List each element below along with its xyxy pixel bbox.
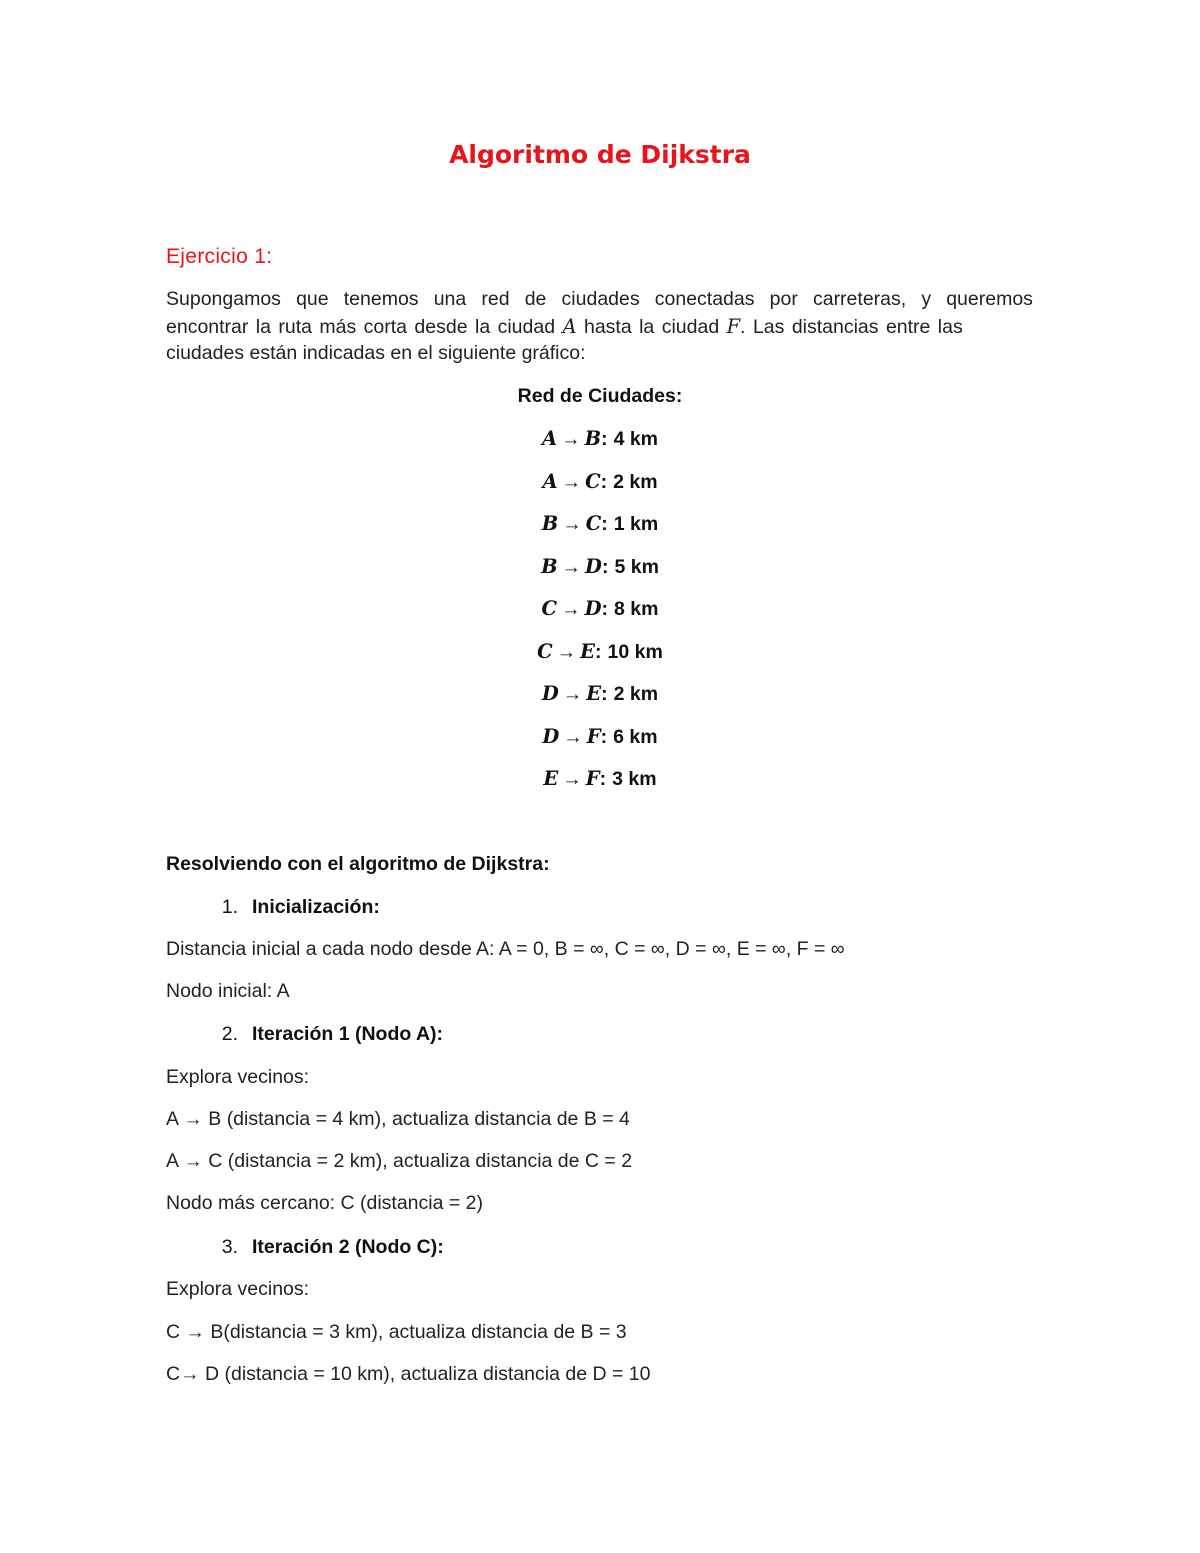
edge-distance: 3 km — [612, 768, 657, 790]
edge-from: D — [542, 724, 560, 748]
edge-separator: : — [601, 683, 608, 705]
edge-item — [0, 512, 1200, 536]
intro-text: hasta la ciudad — [583, 316, 720, 338]
edge-to: E — [586, 682, 602, 705]
intro-line-1 — [166, 288, 1033, 311]
edge-to: D — [584, 597, 602, 620]
intro-word: Supongamos — [166, 288, 281, 310]
step-number: 3. — [221, 1236, 238, 1258]
edge-separator: : — [601, 513, 608, 535]
edge-separator: : — [601, 598, 608, 620]
edge-item — [0, 640, 1200, 664]
intro-word: ciudades — [561, 288, 640, 310]
intro-word: una — [433, 288, 467, 310]
intro-word: y — [921, 288, 932, 310]
edge-separator: : — [600, 725, 608, 748]
edge-item — [0, 597, 1200, 621]
edge-from: A — [542, 469, 558, 493]
intro-word: tenemos — [343, 288, 419, 310]
edge-distance: 2 km — [613, 470, 658, 493]
edge-to: F — [585, 767, 600, 790]
edge-distance: 10 km — [607, 640, 663, 663]
edge-item — [0, 555, 1200, 579]
edge-separator: : — [601, 428, 608, 450]
edge-to: E — [580, 639, 596, 663]
intro-line-2 — [166, 315, 1033, 339]
intro-word: conectadas — [654, 288, 755, 310]
intro-word: de — [524, 288, 547, 310]
exercise-heading: Ejercicio 1: — [166, 245, 273, 268]
edge-separator: : — [599, 768, 607, 790]
arrow-icon: → — [563, 725, 583, 748]
network-heading: Red de Ciudades: — [517, 385, 683, 407]
intro-word: carreteras, — [812, 288, 907, 310]
edge-distance: 1 km — [613, 513, 659, 535]
edge-from: C — [537, 639, 553, 663]
edge-item — [0, 767, 1200, 791]
edge-to: B — [584, 427, 602, 450]
edge-separator: : — [595, 640, 602, 663]
edge-to: C — [585, 512, 602, 535]
edge-from: B — [541, 554, 558, 578]
edge-item — [0, 682, 1200, 706]
edge-from: C — [541, 597, 558, 620]
intro-word: que — [296, 288, 329, 310]
edge-item — [0, 470, 1200, 494]
edge-from: E — [543, 767, 559, 790]
intro-word: red — [481, 288, 510, 310]
edge-distance: 2 km — [613, 683, 659, 705]
step-3-line: C → B(distancia = 3 km), actualiza distancia de B = 3 — [166, 1321, 627, 1343]
edge-to: C — [585, 469, 601, 493]
arrow-icon: → — [561, 470, 582, 493]
edge-item — [0, 725, 1200, 749]
arrow-icon: → — [561, 428, 581, 450]
arrow-icon: → — [556, 640, 577, 663]
step-2-line: A → B (distancia = 4 km), actualiza distancia de B = 4 — [166, 1108, 630, 1130]
step-2-line: A → C (distancia = 2 km), actualiza distancia de C = 2 — [166, 1150, 633, 1172]
step-3-line: C→ D (distancia = 10 km), actualiza distancia de D = 10 — [166, 1363, 651, 1385]
edge-to: F — [586, 724, 601, 748]
intro-line-3: ciudades están indicadas en el siguiente gráfico: — [166, 342, 586, 364]
edge-from: B — [541, 512, 559, 535]
city-f-symbol: F — [726, 315, 741, 338]
intro-word: por — [769, 288, 798, 310]
intro-text: . Las distancias entre las — [740, 316, 963, 338]
arrow-icon: → — [561, 598, 581, 620]
step-number: 1. — [221, 896, 238, 918]
page-title: Algoritmo de Dijkstra — [449, 140, 751, 169]
edge-distance: 5 km — [614, 555, 659, 578]
solving-heading: Resolviendo con el algoritmo de Dijkstra: — [166, 853, 550, 875]
arrow-icon: → — [562, 513, 582, 535]
edge-distance: 8 km — [614, 598, 659, 620]
edge-from: D — [541, 682, 559, 705]
arrow-icon: → — [562, 683, 583, 705]
edge-from: A — [541, 427, 558, 450]
step-title: Inicialización: — [252, 896, 380, 918]
edge-separator: : — [600, 470, 608, 493]
edge-separator: : — [601, 555, 609, 578]
intro-word: queremos — [946, 288, 1033, 310]
step-title: Iteración 2 (Nodo C): — [252, 1236, 444, 1258]
step-2-line: Nodo más cercano: C (distancia = 2) — [166, 1192, 484, 1214]
step-1-line: Nodo inicial: A — [166, 980, 290, 1002]
step-1-heading — [166, 896, 380, 919]
edge-distance: 4 km — [613, 428, 659, 450]
edge-to: D — [585, 554, 602, 578]
step-3-heading — [166, 1236, 444, 1259]
step-1-line: Distancia inicial a cada nodo desde A: A = 0, B = ∞, C = ∞, D = ∞, E = ∞, F = ∞ — [166, 938, 845, 960]
step-title: Iteración 1 (Nodo A): — [252, 1023, 444, 1045]
edge-item — [0, 427, 1200, 451]
arrow-icon: → — [561, 555, 582, 578]
intro-text: encontrar la ruta más corta desde la ciudad — [166, 316, 556, 338]
arrow-icon: → — [562, 768, 582, 790]
step-2-heading — [166, 1023, 443, 1046]
city-a-symbol: A — [562, 315, 577, 338]
edge-distance: 6 km — [613, 725, 658, 748]
step-2-line: Explora vecinos: — [166, 1066, 310, 1088]
step-3-line: Explora vecinos: — [166, 1278, 310, 1300]
step-number: 2. — [221, 1023, 238, 1045]
